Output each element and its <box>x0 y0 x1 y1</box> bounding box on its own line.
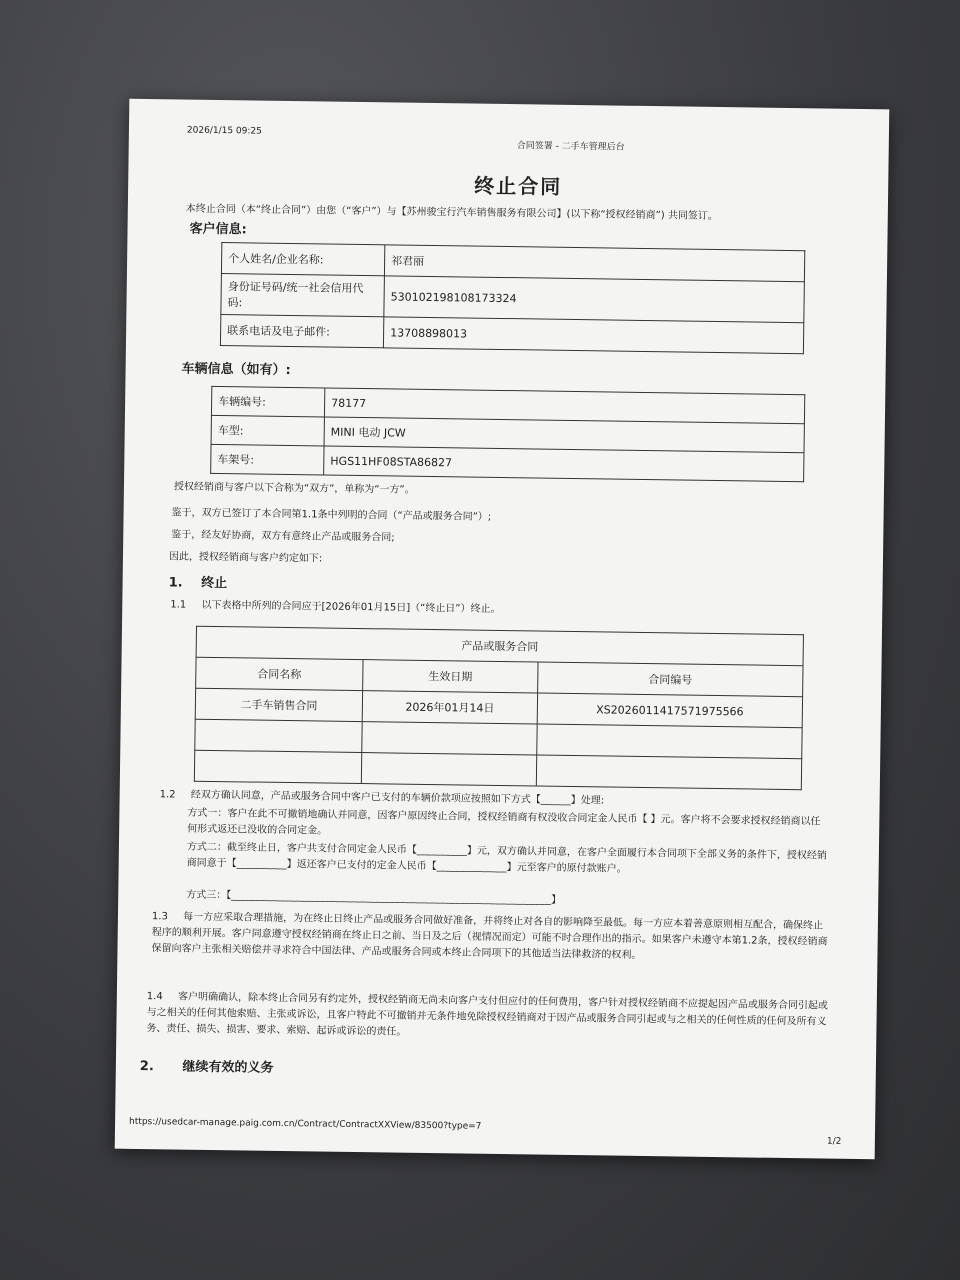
contract-paper <box>115 99 890 1160</box>
contract-table <box>194 626 804 790</box>
customer-heading: 客户信息: <box>189 221 247 238</box>
customer-value: 祁君丽 <box>384 245 804 282</box>
vehicle-info-table <box>210 386 805 482</box>
vehicle-label: 车型: <box>211 415 324 446</box>
clause-1-1-text: 以下表格中所列的合同应于[2026年01月15日]（“终止日”）终止。 <box>201 599 501 615</box>
recital-1: 授权经销商与客户以下合称为“双方”，单称为“一方”。 <box>173 481 415 496</box>
document-title: 终止合同 <box>474 173 563 199</box>
vehicle-value: HGS11HF08STA86827 <box>324 446 804 482</box>
intro-paragraph: 本终止合同（本“终止合同”）由您（“客户”）与【苏州骏宝行汽车销售服务有限公司】(以下称“授权经销商”) 共同签订。 <box>185 203 718 222</box>
contract-table-caption: 产品或服务合同 <box>196 626 803 665</box>
customer-label: 身份证号码/统一社会信用代码: <box>221 274 385 317</box>
section-1-number: 1. <box>168 575 183 591</box>
section-1-title: 终止 <box>201 575 228 592</box>
clause-1-3-text: 每一方应采取合理措施，为在终止日终止产品或服务合同做好准备，并将终止对各自的影响降至最低。每一方应本着善意原则相互配合，确保终止程序的顺利开展。客户同意遵守授权经销商在终止日之前、当日及之后（视情况而定）可能不时合理作出的指示。如果客户未遵守本第1.2条，授权经销商保留向客户主张相关赔偿并寻求符合中国法律、产品或服务合同或本终止合同项下的其他适当法律救济的权利。 <box>151 911 828 961</box>
customer-info-table <box>220 242 805 354</box>
header-cell: 生效日期 <box>363 660 538 693</box>
effective-date-cell: 2026年01月14日 <box>362 691 537 724</box>
recital-4: 因此，授权经销商与客户约定如下: <box>168 551 323 565</box>
customer-label: 联系电话及电子邮件: <box>220 315 383 348</box>
header-cell: 合同编号 <box>538 662 803 697</box>
clause-1-4-text: 客户明确确认，除本终止合同另有约定外，授权经销商无尚未向客户支付但应付的任何费用，客户针对授权经销商不应提起因产品或服务合同引起或与之相关的任何其他索赔、主张或诉讼，且客户特此不可撤销并无条件地免除授权经销商对于因产品或服务合同引起或与之相关的任何性质的任何及所有义务、责任、损失、损害、要求、索赔、起诉或诉讼的责任。 <box>146 991 829 1038</box>
vehicle-value: MINI 电动 JCW <box>324 417 804 453</box>
customer-value: 13708898013 <box>383 317 803 354</box>
header-cell: 合同名称 <box>196 657 363 690</box>
clause-1-4-number: 1.4 <box>146 991 163 1003</box>
vehicle-label: 车架号: <box>211 444 324 475</box>
section-2-title: 继续有效的义务 <box>182 1059 274 1076</box>
customer-value: 530102198108173324 <box>384 276 805 323</box>
print-footer-url: https://usedcar-manage.paig.com.cn/Contract/ContractXXView/83500?type=7 <box>129 1116 482 1132</box>
contract-number-cell: XS2026011417571975566 <box>537 693 802 728</box>
clause-1-2-option-1: 方式一：客户在此不可撤销地确认并同意，因客户原因终止合同，授权经销商有权没收合同定金人民币【 】元。客户将不会要求授权经销商以任何形式返还已没收的合同定金。 <box>187 807 821 837</box>
vehicle-label: 车辆编号: <box>211 386 324 417</box>
print-page-title: 合同签署 - 二手车管理后台 <box>516 141 625 153</box>
vehicle-value: 78177 <box>324 388 804 424</box>
print-datetime: 2026/1/15 09:25 <box>186 125 262 137</box>
customer-label: 个人姓名/企业名称: <box>221 243 384 276</box>
print-page-number: 1/2 <box>826 1136 842 1147</box>
clause-1-2-text: 经双方确认同意，产品或服务合同中客户已支付的车辆价款项应按照如下方式【______】处理: <box>190 789 605 807</box>
clause-1-2-number: 1.2 <box>159 789 176 801</box>
clause-1-4 <box>146 989 831 1047</box>
clause-1-3-number: 1.3 <box>151 911 168 923</box>
clause-1-2-option-3: 方式三：【________________________________________________________________】 <box>186 889 562 906</box>
clause-1-3 <box>151 909 832 966</box>
section-1-heading <box>169 571 228 591</box>
section-2-number: 2. <box>139 1058 154 1075</box>
clause-1-1-number: 1.1 <box>170 599 187 611</box>
recital-2: 鉴于，双方已签订了本合同第1.1条中列明的合同（“产品或服务合同”）; <box>171 507 492 523</box>
vehicle-heading: 车辆信息（如有）: <box>181 361 291 379</box>
clause-1-2-option-2: 方式二：截至终止日，客户共支付合同定金人民币【__________】元，双方确认并同意，在客户全面履行本合同项下全部义务的条件下，授权经销商同意于【__________】返还客户已支付的定金人民币【______________】元至客户的原付款账户。 <box>186 841 827 875</box>
recital-3: 鉴于，经友好协商，双方有意终止产品或服务合同; <box>171 529 395 544</box>
clause-1-1 <box>170 597 810 622</box>
section-2-heading <box>140 1055 274 1076</box>
contract-name-cell: 二手车销售合同 <box>195 688 362 721</box>
